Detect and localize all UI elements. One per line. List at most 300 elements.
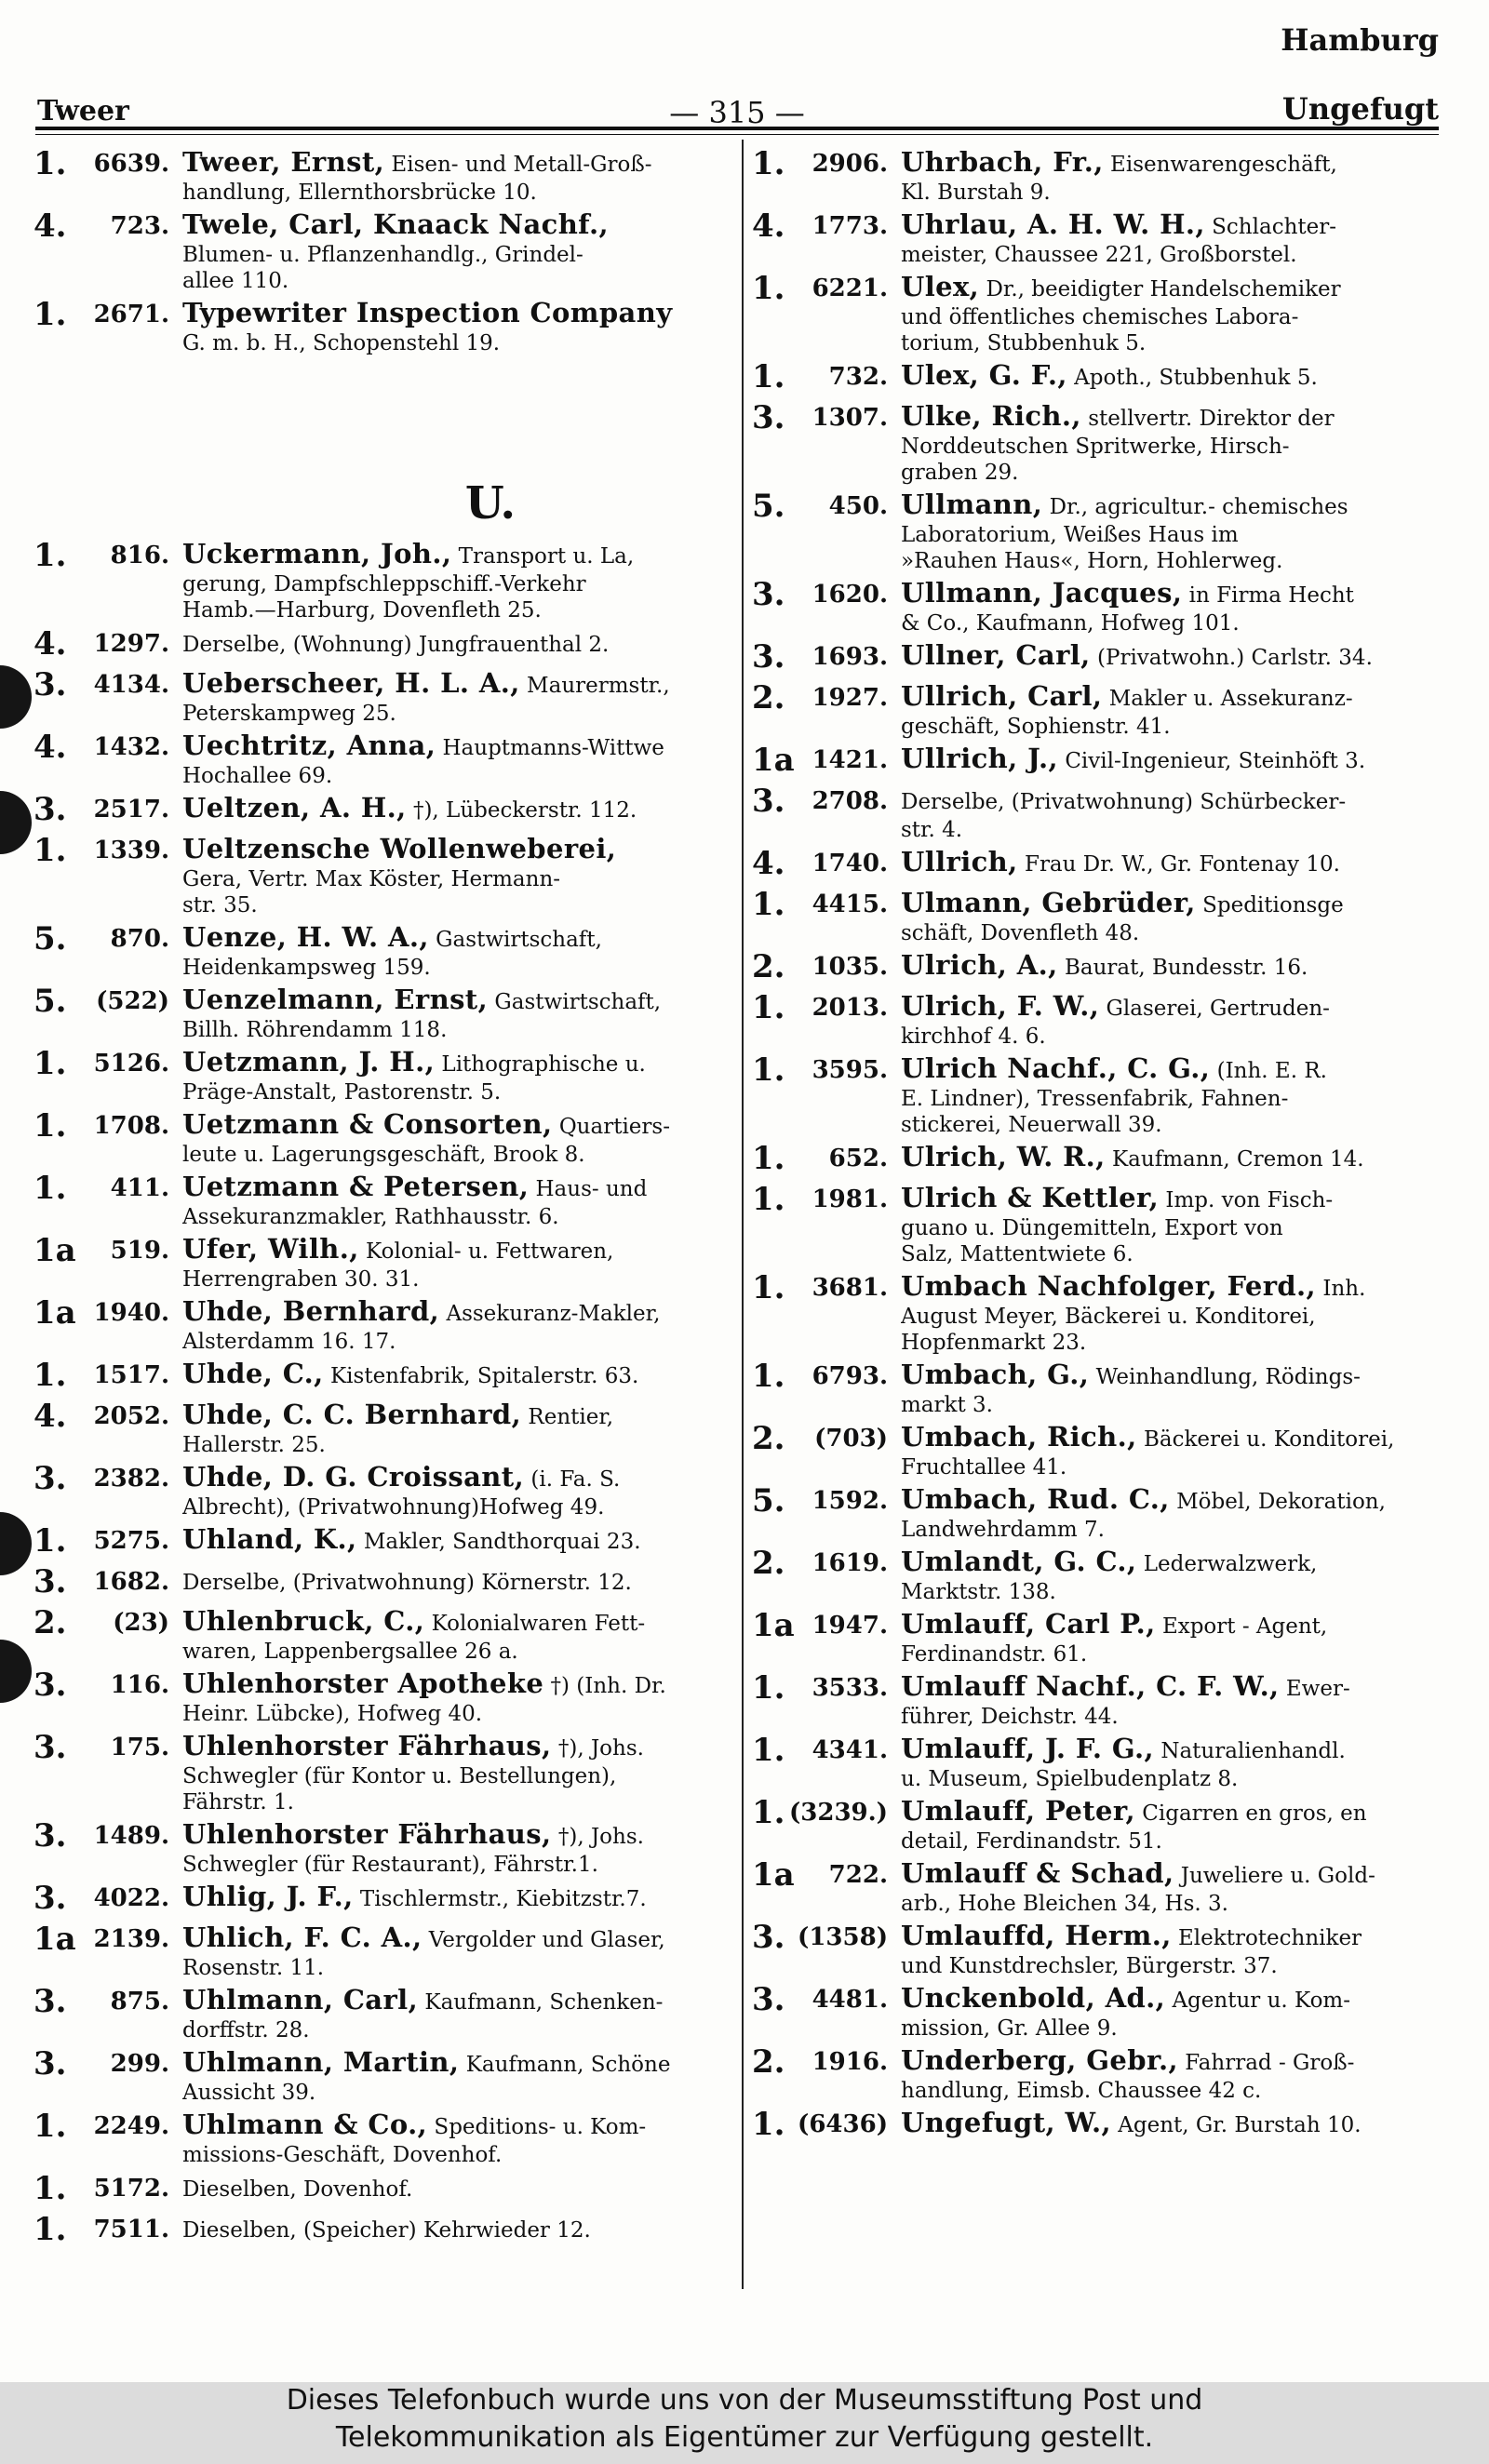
subscriber-name: Ulrich, W. R., (901, 1142, 1106, 1172)
phone-number: 2708. (812, 787, 888, 815)
phone-number: 2517. (93, 796, 169, 824)
directory-entry (34, 209, 743, 294)
phone-number: 5172. (93, 2175, 169, 2203)
entry-first-line (901, 1609, 1455, 1641)
exchange-band: 1. (34, 2170, 67, 2207)
phone-number: 4481. (812, 1986, 888, 2014)
entry-details: Haus- und (529, 1177, 648, 1201)
entry-continuation: führer, Deichstr. 44. (901, 1705, 1119, 1729)
entry-details: Eisenwarengeschäft, (1103, 153, 1337, 177)
entry-continuation: G. m. b. H., Schopenstehl 19. (182, 331, 501, 355)
subscriber-name: Uhlich, F. C. A., (182, 1922, 423, 1953)
directory-entry (752, 888, 1455, 946)
entry-continuation: Hamb.—Harburg, Dovenfleth 25. (182, 598, 542, 623)
entry-details: Dr., beeidigter Handelschemiker (979, 277, 1341, 301)
entry-details: Vergolder und Glaser, (422, 1928, 665, 1952)
entry-continuation: str. 35. (182, 893, 258, 917)
entry-first-line (182, 730, 743, 763)
exchange-band: 3. (34, 2045, 67, 2082)
directory-entry (752, 1671, 1455, 1730)
phone-number: 7511. (93, 2216, 169, 2243)
directory-entry (752, 1053, 1455, 1138)
entry-details: Hauptmanns-Wittwe (436, 736, 664, 760)
exchange-band: 1. (752, 1269, 785, 1306)
subscriber-name: Umlauffd, Herm., (901, 1921, 1172, 1951)
exchange-band: 1. (752, 1358, 785, 1395)
exchange-band: 3. (34, 1817, 67, 1855)
subscriber-name: Unckenbold, Ad., (901, 1983, 1166, 2014)
phone-number: 5275. (93, 1527, 169, 1555)
directory-entry (34, 1731, 743, 1815)
exchange-band: 1a (752, 742, 795, 779)
entry-details: Dieselben, (Speicher) Kehrwieder 12. (182, 2218, 591, 2243)
directory-entry (34, 1881, 743, 1919)
directory-entry (34, 1565, 743, 1602)
exchange-band: 1. (34, 1107, 67, 1145)
entry-continuation: Landwehrdamm 7. (901, 1518, 1105, 1542)
section-gap (34, 360, 743, 444)
entry-details: Dieselben, Dovenhof. (182, 2177, 413, 2202)
entry-details: Agent, Gr. Burstah 10. (1110, 2113, 1362, 2137)
section-letter-heading: U. (464, 477, 516, 529)
subscriber-name: Ulmann, Gebrüder, (901, 888, 1196, 918)
entry-first-line (182, 147, 743, 180)
directory-entry (752, 847, 1455, 884)
entry-details: (Inh. E. R. (1210, 1059, 1327, 1083)
entry-first-line (901, 1547, 1455, 1579)
entry-first-line (182, 2047, 743, 2080)
directory-entry (752, 2108, 1455, 2145)
phone-number: (3239.) (788, 1799, 888, 1827)
directory-entry (752, 2045, 1455, 2104)
directory-entry (34, 1985, 743, 2043)
entry-continuation: Marktstr. 138. (901, 1580, 1056, 1604)
subscriber-name: Uhlmann, Martin, (182, 2047, 460, 2078)
exchange-band: 2. (752, 679, 785, 716)
entry-details: Lederwalzwerk, (1136, 1552, 1318, 1576)
directory-entry (752, 743, 1455, 781)
entry-first-line (901, 991, 1455, 1024)
phone-number: 723. (110, 212, 169, 240)
punch-hole-mark (0, 1512, 32, 1575)
subscriber-name: Umlauff, Carl P., (901, 1609, 1156, 1640)
entry-details: †), Johs. (551, 1736, 644, 1761)
directory-entry (34, 1359, 743, 1396)
directory-entry (752, 784, 1455, 843)
exchange-band: 1. (752, 270, 785, 307)
entry-first-line (901, 489, 1455, 522)
directory-entry (34, 834, 743, 918)
directory-entry (34, 1109, 743, 1168)
entry-first-line (901, 1053, 1455, 1086)
entry-continuation: handlung, Ellernthorsbrücke 10. (182, 181, 537, 205)
directory-entry (752, 272, 1455, 356)
subscriber-name: Umlandt, G. C., (901, 1547, 1137, 1577)
entry-continuation: stickerei, Neuerwall 39. (901, 1113, 1162, 1137)
exchange-band: 1. (34, 537, 67, 574)
phone-number: 1947. (812, 1612, 888, 1640)
subscriber-name: Uetzmann & Petersen, (182, 1172, 530, 1202)
entry-first-line (901, 743, 1455, 776)
entry-continuation: Billh. Röhrendamm 118. (182, 1018, 448, 1042)
directory-entry (752, 360, 1455, 397)
entry-details: Kaufmann, Schöne (459, 2053, 671, 2077)
phone-number: 2249. (93, 2112, 169, 2140)
exchange-band: 3. (34, 1983, 67, 2020)
entry-first-line (182, 1172, 743, 1204)
exchange-band: 1. (752, 1181, 785, 1218)
entry-first-line (182, 1668, 743, 1701)
entry-first-line (901, 272, 1455, 304)
directory-entry (752, 1484, 1455, 1543)
entry-first-line (901, 784, 1455, 817)
phone-number: 4134. (93, 671, 169, 699)
subscriber-name: Ueltzensche Wollenweberei, (182, 834, 617, 864)
subscriber-name: Ueberscheer, H. L. A., (182, 668, 520, 699)
directory-entry (34, 1047, 743, 1105)
entry-details: Speditionsge (1195, 893, 1344, 917)
exchange-band: 1. (34, 2211, 67, 2248)
exchange-band: 3. (34, 1460, 67, 1497)
entry-continuation: und Kunstdrechsler, Bürgerstr. 37. (901, 1954, 1278, 1978)
entry-details: Eisen- und Metall-Groß- (384, 153, 652, 177)
entry-details: Elektrotechniker (1171, 1926, 1362, 1950)
exchange-band: 3. (34, 791, 67, 828)
entry-first-line (182, 2213, 743, 2245)
directory-entry (34, 793, 743, 830)
phone-number: 4341. (812, 1736, 888, 1764)
exchange-band: 3. (34, 1729, 67, 1766)
subscriber-name: Uhlenhorster Apotheke (182, 1668, 544, 1699)
entry-first-line (901, 888, 1455, 920)
directory-entry (34, 1462, 743, 1520)
entry-continuation: torium, Stubbenhuk 5. (901, 331, 1147, 355)
exchange-band: 1. (752, 2106, 785, 2143)
phone-number: 1035. (812, 953, 888, 981)
exchange-band: 5. (34, 920, 67, 957)
entry-first-line (182, 1399, 743, 1432)
phone-number: 116. (110, 1671, 169, 1699)
entry-details: Speditions- u. Kom- (427, 2115, 647, 2139)
phone-number: (23) (113, 1609, 169, 1637)
directory-entry (34, 539, 743, 623)
exchange-band: 2. (752, 1545, 785, 1582)
phone-number: 1489. (93, 1822, 169, 1850)
entry-details: (i. Fa. S. (524, 1467, 621, 1492)
entry-details: Assekuranz-Makler, (439, 1302, 661, 1326)
subscriber-name: Umbach Nachfolger, Ferd., (901, 1271, 1317, 1302)
subscriber-name: Uhde, Bernhard, (182, 1296, 440, 1327)
exchange-band: 5. (752, 1482, 785, 1520)
phone-number: 870. (110, 925, 169, 953)
entry-details: †), Johs. (551, 1825, 644, 1849)
left-column (34, 147, 743, 2315)
entry-details: Möbel, Dekoration, (1169, 1490, 1386, 1514)
entry-first-line (182, 1731, 743, 1763)
directory-entry (752, 1271, 1455, 1356)
phone-number: 1740. (812, 850, 888, 877)
phone-number: 816. (110, 542, 169, 569)
phone-number: 3681. (812, 1274, 888, 1302)
exchange-band: 1. (752, 1669, 785, 1707)
subscriber-name: Uhrbach, Fr., (901, 147, 1104, 178)
phone-number: 2052. (93, 1402, 169, 1430)
exchange-band: 1. (752, 1732, 785, 1769)
entry-continuation: markt 3. (901, 1393, 993, 1417)
subscriber-name: Umbach, Rud. C., (901, 1484, 1170, 1515)
phone-number: 1773. (812, 212, 888, 240)
phone-number: 5126. (93, 1050, 169, 1078)
directory-entry (34, 1399, 743, 1458)
entry-continuation: guano u. Düngemitteln, Export von (901, 1216, 1283, 1240)
entry-first-line (182, 922, 743, 955)
exchange-band: 1. (752, 886, 785, 923)
entry-details: Rentier, (521, 1405, 614, 1429)
directory-entry (34, 298, 743, 356)
subscriber-name: Ungefugt, W., (901, 2108, 1111, 2138)
footer-line-2: Telekommunikation als Eigentümer zur Verfügung gestellt. (335, 2421, 1154, 2454)
page-number: — 315 — (669, 95, 805, 130)
directory-entry (34, 1234, 743, 1292)
punch-hole-mark (0, 791, 32, 854)
header-right-keyword: Ungefugt (1281, 91, 1439, 127)
entry-details: †) (Inh. Dr. (543, 1674, 666, 1698)
subscriber-name: Ulex, (901, 272, 980, 302)
subscriber-name: Ulex, G. F., (901, 360, 1067, 391)
right-column (752, 147, 1455, 2315)
exchange-band: 3. (752, 783, 785, 820)
subscriber-name: Uhlenhorster Fährhaus, (182, 1819, 552, 1850)
phone-number: 2139. (93, 1925, 169, 1953)
subscriber-name: Underberg, Gebr., (901, 2045, 1178, 2076)
entry-continuation: Heidenkampsweg 159. (182, 956, 431, 980)
phone-number: 652. (828, 1145, 888, 1172)
entry-first-line (182, 793, 743, 825)
directory-entry (34, 1296, 743, 1355)
phone-number: 1517. (93, 1361, 169, 1389)
phone-number: 4022. (93, 1884, 169, 1912)
exchange-band: 1. (34, 2108, 67, 2145)
page-header (35, 19, 1439, 130)
phone-number: 519. (110, 1237, 169, 1265)
entry-first-line (901, 847, 1455, 879)
exchange-band: 2. (752, 1420, 785, 1457)
phone-number: 1682. (93, 1568, 169, 1596)
entry-first-line (901, 1921, 1455, 1953)
entry-continuation: Aussicht 39. (182, 2081, 316, 2105)
entry-continuation: missions-Geschäft, Dovenhof. (182, 2143, 503, 2167)
directory-entry (34, 1819, 743, 1878)
entry-details: Derselbe, (Privatwohnung) Schürbecker- (901, 790, 1347, 814)
header-rule-thick (35, 127, 1439, 130)
entry-continuation: allee 110. (182, 269, 289, 293)
entry-details: Derselbe, (Wohnung) Jungfrauenthal 2. (182, 633, 610, 657)
subscriber-name: Uenzelmann, Ernst, (182, 984, 489, 1015)
entry-continuation: E. Lindner), Tressenfabrik, Fahnen- (901, 1087, 1289, 1111)
entry-first-line (182, 1047, 743, 1079)
entry-first-line (901, 1183, 1455, 1215)
entry-first-line (901, 1734, 1455, 1766)
entry-details: in Firma Hecht (1182, 583, 1354, 608)
phone-number: 722. (828, 1861, 888, 1889)
directory-entry (34, 984, 743, 1043)
entry-first-line (182, 1985, 743, 2017)
entry-first-line (182, 1462, 743, 1494)
entry-continuation: arb., Hohe Bleichen 34, Hs. 3. (901, 1892, 1228, 1916)
directory-entry (752, 578, 1455, 636)
subscriber-name: Uhlmann & Co., (182, 2109, 428, 2140)
entry-continuation: Rosenstr. 11. (182, 1956, 325, 1980)
phone-number: 411. (110, 1174, 169, 1202)
header-city: Hamburg (1281, 22, 1439, 58)
entry-first-line (901, 1983, 1455, 2015)
subscriber-name: Ulrich Nachf., C. G., (901, 1053, 1211, 1084)
exchange-band: 1. (752, 358, 785, 395)
entry-details: Kaufmann, Schenken- (418, 1990, 664, 2015)
entry-first-line (182, 2172, 743, 2204)
entry-continuation: Fährstr. 1. (182, 1790, 294, 1815)
entry-details: Derselbe, (Privatwohnung) Körnerstr. 12. (182, 1571, 632, 1595)
phone-number: 6793. (812, 1362, 888, 1390)
exchange-band: 4. (752, 845, 785, 882)
exchange-band: 4. (34, 1398, 67, 1435)
entry-first-line (901, 2108, 1455, 2140)
phone-number: 1927. (812, 684, 888, 712)
entry-continuation: Hallerstr. 25. (182, 1433, 326, 1457)
exchange-band: 3. (752, 1981, 785, 2018)
phone-number: 1708. (93, 1112, 169, 1140)
directory-entry (752, 147, 1455, 206)
entry-continuation: Norddeutschen Spritwerke, Hirsch- (901, 435, 1290, 459)
directory-entry (752, 1609, 1455, 1667)
footer-line-1: Dieses Telefonbuch wurde uns von der Museumsstiftung Post und (286, 2384, 1203, 2417)
subscriber-name: Umlauff, Peter, (901, 1796, 1135, 1827)
directory-entry (34, 1606, 743, 1665)
phone-number: (522) (96, 987, 169, 1015)
entry-continuation: & Co., Kaufmann, Hofweg 101. (901, 611, 1240, 636)
phone-number: 175. (110, 1734, 169, 1761)
exchange-band: 4. (752, 208, 785, 245)
entry-continuation: Assekuranzmakler, Rathhausstr. 6. (182, 1205, 559, 1229)
entry-continuation: Alsterdamm 16. 17. (182, 1330, 396, 1354)
subscriber-name: Ulrich & Kettler, (901, 1183, 1160, 1213)
exchange-band: 1. (34, 832, 67, 869)
entry-details: (Privatwohn.) Carlstr. 34. (1090, 646, 1373, 670)
exchange-band: 1. (34, 1357, 67, 1394)
subscriber-name: Tweer, Ernst, (182, 147, 385, 178)
exchange-band: 3. (34, 1563, 67, 1600)
entry-details: Tischlermstr., Kiebitzstr.7. (353, 1887, 647, 1911)
entry-details: Inh. (1316, 1277, 1366, 1301)
directory-entry (34, 730, 743, 789)
exchange-band: 3. (752, 576, 785, 613)
entry-first-line (901, 681, 1455, 714)
entry-continuation: graben 29. (901, 461, 1019, 485)
exchange-band: 3. (34, 1880, 67, 1917)
phone-number: 450. (828, 492, 888, 520)
directory-entry (752, 1547, 1455, 1605)
directory-entry (34, 2047, 743, 2106)
entry-details: Dr., agricultur.- chemisches (1042, 495, 1348, 519)
directory-entry (34, 1922, 743, 1981)
subscriber-name: Ufer, Wilh., (182, 1234, 359, 1265)
directory-entry (752, 1983, 1455, 2042)
phone-number: 875. (110, 1988, 169, 2015)
directory-entry (752, 1142, 1455, 1179)
entry-first-line (182, 209, 743, 242)
directory-entry (752, 681, 1455, 740)
subscriber-name: Uhde, C. C. Bernhard, (182, 1399, 522, 1430)
entry-continuation: Schwegler (für Kontor u. Bestellungen), (182, 1764, 617, 1788)
subscriber-name: Ullrich, (901, 847, 1018, 877)
entry-first-line (901, 1359, 1455, 1392)
entry-continuation: geschäft, Sophienstr. 41. (901, 715, 1171, 739)
phone-number: 6221. (812, 275, 888, 302)
exchange-band: 1a (34, 1294, 76, 1332)
phone-number: 1620. (812, 581, 888, 609)
subscriber-name: Uhlig, J. F., (182, 1881, 354, 1912)
directory-entry (34, 922, 743, 981)
subscriber-name: Ullrich, Carl, (901, 681, 1103, 712)
phone-number: 2382. (93, 1465, 169, 1493)
entry-first-line (182, 1234, 743, 1266)
exchange-band: 1. (752, 1140, 785, 1177)
entry-first-line (182, 1565, 743, 1598)
phone-number: 1940. (93, 1299, 169, 1327)
directory-entry (752, 209, 1455, 268)
entry-details: Transport u. La, (451, 544, 635, 569)
footer-notice (0, 2382, 1489, 2464)
exchange-band: 4. (34, 729, 67, 766)
subscriber-name: Uckermann, Joh., (182, 539, 452, 569)
phone-number: 1981. (812, 1185, 888, 1213)
exchange-band: 3. (752, 1919, 785, 1956)
subscriber-name: Umlauff, J. F. G., (901, 1734, 1155, 1764)
subscriber-name: Ullmann, (901, 489, 1043, 520)
directory-entry (752, 950, 1455, 987)
entry-details: Export - Agent, (1155, 1614, 1328, 1639)
directory-entry (34, 147, 743, 206)
phone-number: 2906. (812, 150, 888, 178)
subscriber-name: Umlauff & Schad, (901, 1858, 1174, 1889)
phone-number: 1619. (812, 1549, 888, 1577)
punch-hole-mark (0, 1640, 32, 1703)
entry-details: Fahrrad - Groß- (1177, 2051, 1355, 2075)
subscriber-name: Ullmann, Jacques, (901, 578, 1183, 609)
subscriber-name: Ullner, Carl, (901, 640, 1091, 671)
subscriber-name: Umbach, G., (901, 1359, 1090, 1390)
subscriber-name: Ulke, Rich., (901, 401, 1081, 432)
exchange-band: 1. (34, 1522, 67, 1560)
entry-continuation: Kl. Burstah 9. (901, 181, 1051, 205)
phone-number: (1358) (798, 1923, 888, 1951)
entry-first-line (182, 298, 743, 330)
subscriber-name: Uhlenbruck, C., (182, 1606, 425, 1637)
entry-details: Gastwirtschaft, (428, 928, 602, 952)
subscriber-name: Uechtritz, Anna, (182, 730, 436, 761)
entry-continuation: Blumen- u. Pflanzenhandlg., Grindel- (182, 243, 584, 267)
directory-entry (752, 401, 1455, 486)
entry-continuation: gerung, Dampfschleppschiff.-Verkehr (182, 572, 586, 596)
entry-details: Kolonial- u. Fettwaren, (358, 1239, 614, 1264)
entry-details: Maurermstr., (519, 674, 670, 698)
entry-details: Apoth., Stubbenhuk 5. (1066, 366, 1318, 390)
entry-continuation: Schwegler (für Restaurant), Fährstr.1. (182, 1853, 598, 1877)
phone-number: 2013. (812, 994, 888, 1022)
entry-details: Weinhandlung, Rödings- (1089, 1365, 1361, 1389)
entry-continuation: detail, Ferdinandstr. 51. (901, 1829, 1162, 1854)
entry-first-line (901, 1484, 1455, 1517)
